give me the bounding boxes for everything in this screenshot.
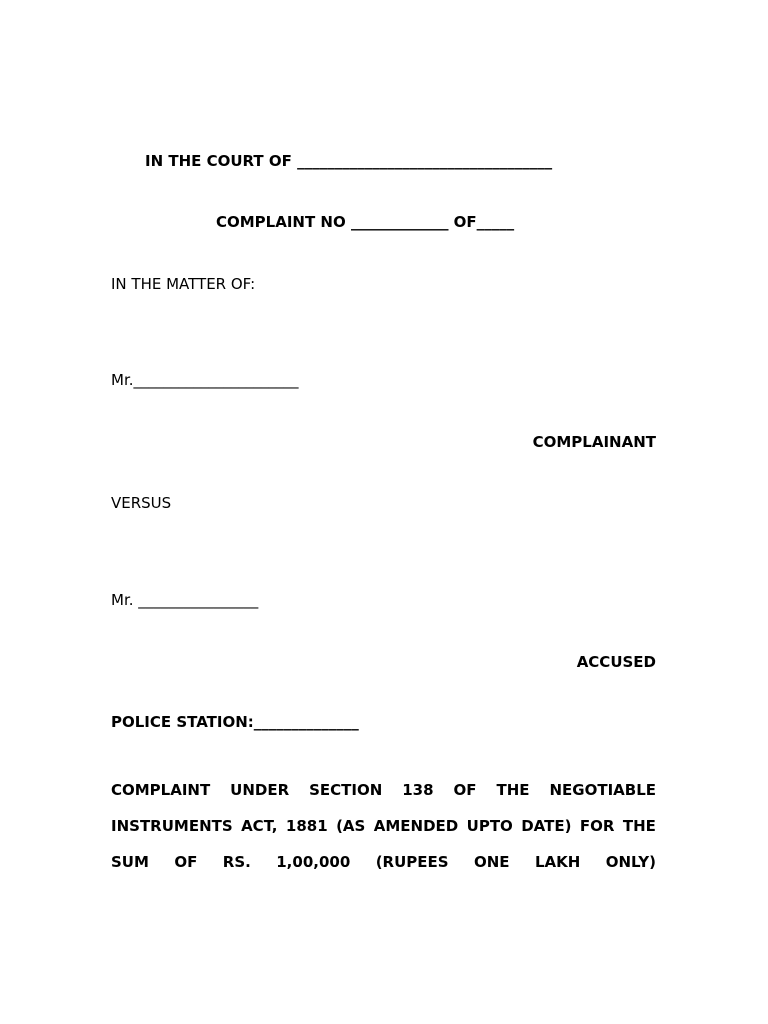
subject-word: (AS [336,817,366,835]
complainant-name-field: Mr.______________________ [111,371,299,389]
court-heading: IN THE COURT OF __________________________________ [145,152,553,170]
subject-word: UPTO [466,817,513,835]
accused-name-field: Mr. ________________ [111,591,259,609]
subject-line-1 [111,772,656,808]
accused-label: ACCUSED [576,653,656,671]
complaint-number-heading: COMPLAINT NO _____________ OF_____ [216,213,515,231]
complaint-subject [111,772,656,880]
subject-word: FOR [579,817,615,835]
subject-word: UNDER [230,781,290,799]
subject-word: AMENDED [373,817,459,835]
subject-line-2 [111,808,656,844]
subject-word: 138 [402,781,434,799]
subject-line-3: SUM OF RS. 1,00,000 (RUPEES ONE LAKH ONLY) [111,853,656,871]
subject-word: NEGOTIABLE [549,781,656,799]
complainant-label: COMPLAINANT [532,433,656,451]
subject-word: ACT, [241,817,278,835]
subject-word: THE [496,781,530,799]
subject-word: THE [622,817,656,835]
subject-word: 1881 [285,817,328,835]
subject-word: SECTION [309,781,383,799]
versus-label: VERSUS [111,494,172,512]
subject-word: DATE) [521,817,572,835]
subject-word: OF [453,781,477,799]
police-station-field: POLICE STATION:______________ [111,713,359,731]
subject-word: COMPLAINT [111,781,211,799]
subject-word: INSTRUMENTS [111,817,233,835]
in-the-matter-of-label: IN THE MATTER OF: [111,275,256,293]
